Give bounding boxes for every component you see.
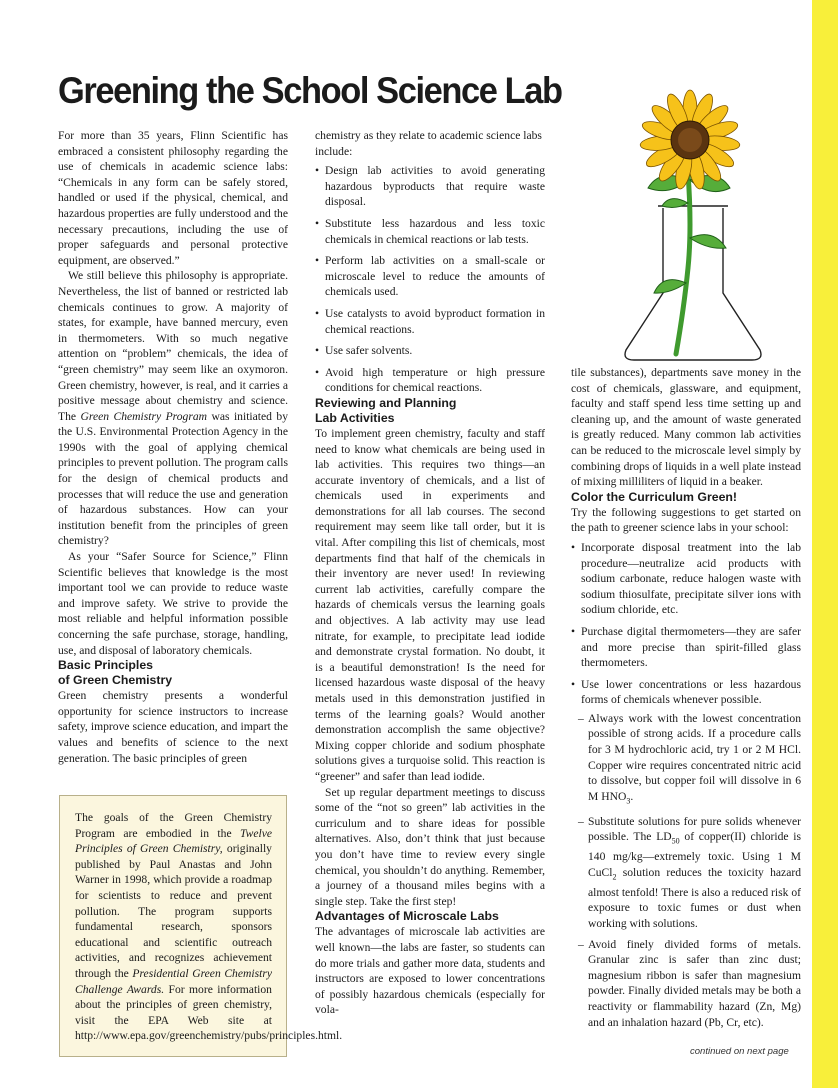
- green-chemistry-info-box: [59, 795, 343, 1057]
- list-item: • Use catalysts to avoid byproduct formation in chemical reactions.: [315, 306, 545, 337]
- principles-list: [315, 163, 545, 396]
- list-item: • Purchase digital thermometers—they are safer and more precise than spirit-filled glass thermometers.: [571, 624, 801, 671]
- page-title: Greening the School Science Lab: [58, 70, 562, 111]
- yellow-side-bar: [812, 0, 838, 1088]
- list-item: • Perform lab activities on a small-scale or microscale level to reduce the amounts of chemicals used.: [315, 253, 545, 300]
- suggestions-intro: Try the following suggestions to get started on the path to greener science labs in your school:: [571, 505, 801, 535]
- suggestions-list: [571, 540, 801, 1030]
- reviewing-heading: Reviewing and Planning Lab Activities: [315, 395, 457, 425]
- color-curriculum-heading: Color the Curriculum Green!: [571, 489, 738, 504]
- box-text: The goals of the Green Chemistry Program are embodied in the Twelve Principles of Green Chemistry, originally published by Paul Anastas and John Warner in 1998, which provide a roadmap for scientists to reduce and prevent pollution. The program supports fundamental research, sponsors educational and scientific outreach activities, and recognizes achievement through the Presidential Green Chemistry Challenge Awards. For more information about the principles of green chemistry, visit the EPA Web site at http://www.epa.gov/greenchemistry/pubs/principles.html.: [75, 811, 343, 1043]
- basic-principles-heading: Basic Principles of Green Chemistry: [58, 658, 173, 688]
- column-1: [58, 128, 288, 766]
- list-item: • Substitute less hazardous and less toxic chemicals in chemical reactions or lab tests.: [315, 216, 545, 247]
- list-item: • Use lower concentrations or less hazardous forms of chemicals whenever possible. – Always work with the lowest concentration possible of strong acids. If a procedure calls for 3 M hydrochloric acid, try 1 or 2 M HCl. Copper wire requires concentrated nitric acid to dissolve, but copper foil will dissolve in 6 M $HNO_3$. – Substitute solutions for pure solids whenever possible. The $LD_{50}$ of copper(II) chloride is 140 mg/kg—extremely toxic. Using 1 M CuCl$_2$ solution reduces the toxicity hazard almost tenfold! There is also a reduced risk of exposure to toxic fumes or dust when working with solutions. – Avoid finely divided forms of metals. Granular zinc is safer than zinc dust; magnesium ribbon is safer than magnesium powder. Finally divided metals may be both a reactivity or flammability hazard (Zn, Mg) and an inhalation hazard (Pb, Cr, etc).: [571, 677, 801, 1030]
- reviewing-paragraph: To implement green chemistry, faculty and staff need to know what chemicals are being used in lab activities. This requires two things—an accurate inventory of chemicals, and a list of chemicals used in experiments and demonstrations for all lab courses. The second requirement may seem like tall order, but it is vital. After compiling this list of chemicals, most departments find that half of the chemicals in their inventory are never used! In reviewing current lab activities, carefully compare the hazards of chemicals versus the learning goals and objectives. A lab activity may use lead nitrate, for example, to precipitate lead iodide and demonstrate crystal formation. No doubt, it is a beautiful demonstration! Is the need for licensed hazardous waste disposal of the heavy metals used in this demonstration justified in terms of the learning goals? Would another demonstration accomplish the same objective? Mixing copper chloride and sodium phosphate solutions gives a turquoise solid. This reaction is “greener” and safer than lead iodide.: [315, 426, 545, 783]
- list-item: – Substitute solutions for pure solids whenever possible. The $LD_{50}$ of copper(II) chloride is 140 mg/kg—extremely toxic. Using 1 M CuCl$_2$ solution reduces the toxicity hazard almost tenfold! There is also a reduced risk of exposure to toxic fumes or dust when working with solutions.: [571, 814, 801, 932]
- meetings-paragraph: Set up regular department meetings to discuss some of the “not so green” lab activities in the curriculum and to share ideas for possible alternatives. Also, don’t think that just because you don’t have time to review every single chemical, you shouldn’t do anything. Remember, a journey of a thousand miles begins with a single step. Take the first step!: [315, 785, 545, 908]
- intro-paragraph: For more than 35 years, Flinn Scientific has embraced a consistent philosophy regarding the use of chemicals in academic science labs: “Chemicals in any form can be safely stored, handled or used if the physical, chemical, and hazardous properties are fully understood and the necessary precautions, including the use of proper safeguards and personal protective equipment, are observed.”: [58, 129, 288, 267]
- list-item: – Always work with the lowest concentration possible of strong acids. If a procedure calls for 3 M hydrochloric acid, try 1 or 2 M HCl. Copper wire requires concentrated nitric acid to dissolve, but copper foil will dissolve in 6 M $HNO_3$.: [571, 711, 801, 809]
- column-2: [315, 128, 545, 1018]
- microscale-continued: tile substances), departments save money in the cost of chemicals, glassware, and equipment, faculty and staff spend less time setting up and cleaning up, and the amount of waste generated is greatly reduced. Many common lab activities can be reduced to the microscale level simply by combining drops of liquids in a well plate instead of mixing milliliters of liquid in a beaker.: [571, 366, 801, 489]
- list-item: – Avoid finely divided forms of metals. Granular zinc is safer than zinc dust; magnesium ribbon is safer than magnesium powder. Finally divided metals may be both a reactivity or flammability hazard (Zn, Mg) and an inhalation hazard (Pb, Cr, etc).: [571, 937, 801, 1031]
- safer-source-paragraph: As your “Safer Source for Science,” Flinn Scientific believes that knowledge is the most important tool we can provide to reduce waste and improve safety. We strive to provide the most reliable and helpful information possible concerning the safe purchase, storage, handling, use, and disposal of laboratory chemicals.: [58, 550, 288, 657]
- concentration-sublist: [571, 711, 801, 1030]
- list-item: • Use safer solvents.: [315, 343, 545, 359]
- basic-principles-paragraph: Green chemistry presents a wonderful opportunity for science instructors to increase safety, improve science education, and impart the values and benefits of science to the next generation. The basic principles of green: [58, 689, 288, 765]
- list-item: • Incorporate disposal treatment into the lab procedure—neutralize acid products with sodium carbonate, reduce halogen waste with sodium thiosulfate, precipitate silver ions with sodium chloride, etc.: [571, 540, 801, 618]
- list-item: • Design lab activities to avoid generating hazardous byproducts that require waste disposal.: [315, 163, 545, 210]
- flask-outline: [625, 206, 761, 360]
- microscale-paragraph: The advantages of microscale lab activities are well known—the labs are faster, so students can do more trials and gather more data, students and instructors are exposed to lower concentrations of possibly hazardous chemicals (especially for vola-: [315, 925, 545, 1017]
- sunflower-flask-illustration: [618, 88, 768, 368]
- microscale-heading: Advantages of Microscale Labs: [315, 909, 499, 924]
- principles-intro: chemistry as they relate to academic science labs include:: [315, 129, 542, 158]
- column-3: [571, 365, 801, 1035]
- list-item: • Avoid high temperature or high pressure conditions for chemical reactions.: [315, 365, 545, 396]
- program-name: Green Chemistry Program: [80, 409, 208, 423]
- continued-footer: continued on next page: [690, 1046, 789, 1057]
- philosophy-paragraph: We still believe this philosophy is appropriate. Nevertheless, the list of banned or restricted lab chemicals continues to grow. A majority of states, for example, have banned mercury, even in thermometers. With so much negative attention on “problem” chemicals, the idea of “green chemistry” may seem like an oxymoron. Green chemistry, however, is real, and it carries a positive message about chemistry and science. The Green Chemistry Program was initiated by the U.S. Environmental Protection Agency in the 1990s with the goal of applying chemical principles to prevent pollution. The program calls for the design of chemical products and processes that will reduce the use and generation of hazardous substances. How can your institution benefit from the principles of green chemistry?: [58, 269, 288, 548]
